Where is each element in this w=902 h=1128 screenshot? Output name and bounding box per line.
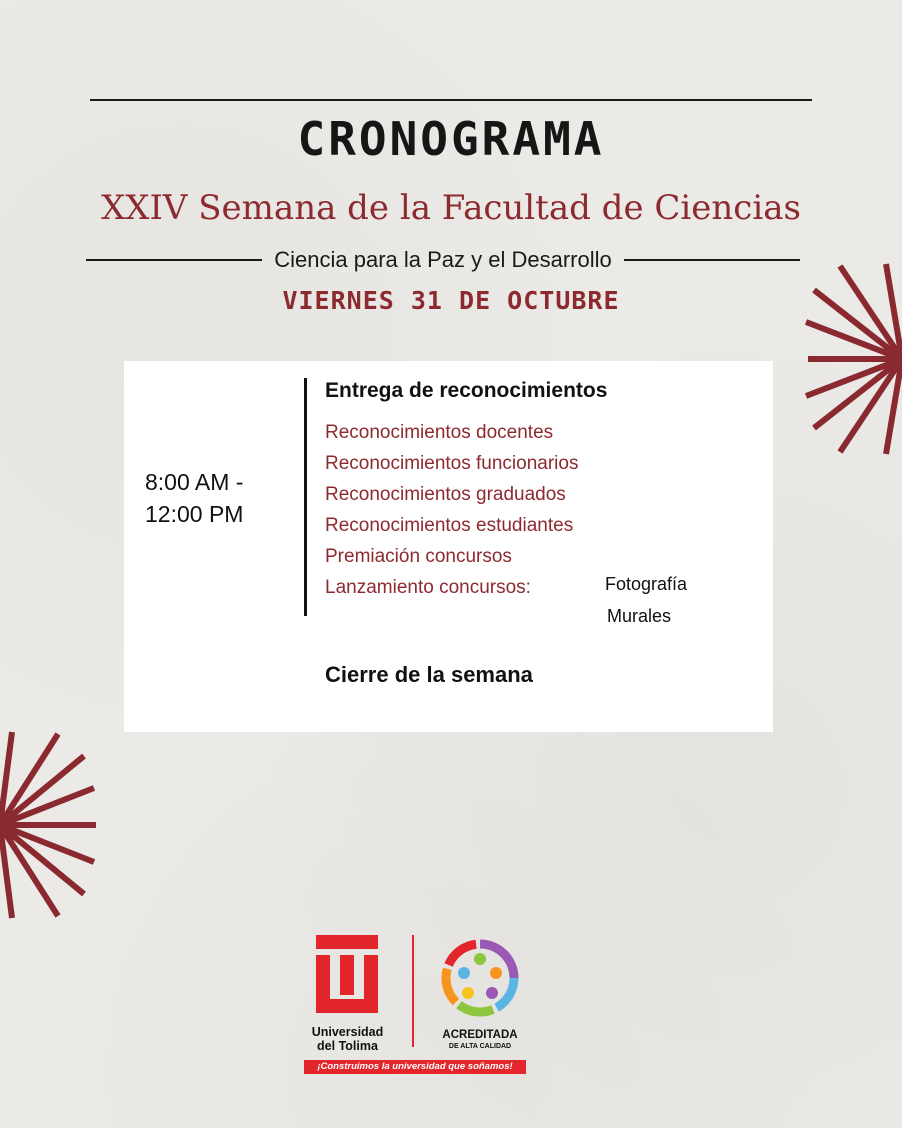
accreditation-emblem-icon xyxy=(430,937,530,1019)
section-title-awards: Entrega de reconocimientos xyxy=(325,379,608,402)
tagline-left-rule xyxy=(86,259,262,261)
university-name-line1: Universidad xyxy=(311,1025,384,1039)
list-item: Reconocimientos estudiantes xyxy=(325,515,574,536)
accreditation-line1: ACREDITADA xyxy=(442,1029,518,1041)
logo-divider xyxy=(412,935,414,1047)
list-item: Premiación concursos xyxy=(325,546,512,567)
time-range xyxy=(145,466,305,530)
contest-murals: Murales xyxy=(607,606,672,626)
burst-right-icon xyxy=(800,262,902,456)
accreditation-line2: DE ALTA CALIDAD xyxy=(448,1043,512,1050)
burst-left-icon xyxy=(0,730,100,920)
tagline-right-rule xyxy=(624,259,800,261)
list-item: Lanzamiento concursos: xyxy=(325,577,531,598)
timeline-divider xyxy=(304,378,307,616)
section-title-closing: Cierre de la semana xyxy=(325,662,533,687)
list-item: Reconocimientos funcionarios xyxy=(325,453,579,474)
list-item: Reconocimientos docentes xyxy=(325,422,554,443)
time-end: 12:00 PM xyxy=(145,501,244,527)
event-date: VIERNES 31 DE OCTUBRE xyxy=(282,286,620,315)
event-subtitle: XXIV Semana de la Facultad de Ciencias xyxy=(101,188,801,228)
contest-photography: Fotografía xyxy=(605,574,688,594)
university-logo xyxy=(300,935,395,1065)
time-start: 8:00 AM - xyxy=(145,469,244,495)
university-emblem-icon xyxy=(300,935,395,1015)
list-item: Reconocimientos graduados xyxy=(325,484,566,505)
tagline: Ciencia para la Paz y el Desarrollo xyxy=(274,247,612,272)
tagline-row xyxy=(86,243,800,277)
university-name-line2: del Tolima xyxy=(317,1039,378,1053)
accreditation-logo xyxy=(430,937,530,1057)
top-divider xyxy=(90,99,812,101)
awards-list xyxy=(325,417,578,603)
slogan-banner: ¡Construimos la universidad que soñamos! xyxy=(304,1060,526,1074)
page-title: CRONOGRAMA xyxy=(297,112,605,166)
